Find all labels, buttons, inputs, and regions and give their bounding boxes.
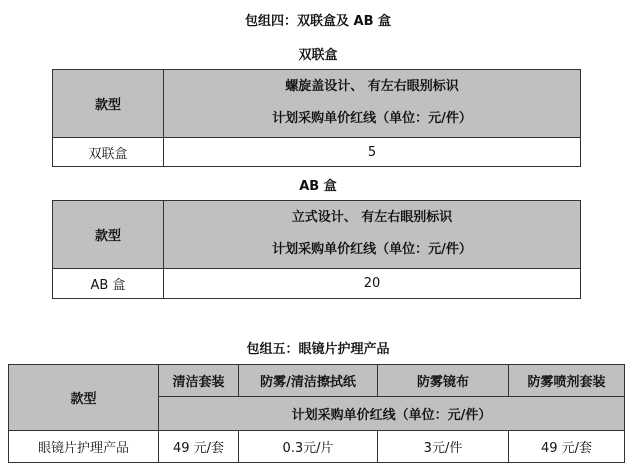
- ab-case-table: [52, 200, 581, 299]
- double-case-table: [52, 69, 581, 167]
- price-wipes: 0.3元/片: [239, 431, 378, 463]
- row-price: 5: [164, 138, 581, 167]
- product-header-cleaning-kit: 清洁套装: [159, 365, 239, 397]
- group5-title: 包组五：眼镜片护理产品: [246, 342, 390, 357]
- model-header: 款型: [53, 201, 164, 269]
- model-header: 款型: [9, 365, 159, 431]
- table2-caption: AB 盒: [299, 179, 337, 194]
- lens-care-table: [8, 364, 625, 463]
- price-spray-kit: 49 元/套: [509, 431, 625, 463]
- spec-price-header: [164, 70, 581, 138]
- design-description: 螺旋盖设计、 有左右眼别标识: [285, 78, 459, 94]
- price-cap-header: 计划采购单价红线（单位：元/件）: [272, 110, 472, 126]
- design-description: 立式设计、 有左右眼别标识: [291, 209, 453, 225]
- product-header-wipes: 防雾/清洁擦拭纸: [239, 365, 378, 397]
- price-cap-header: 计划采购单价红线（单位：元/件）: [272, 241, 472, 257]
- model-header: 款型: [53, 70, 164, 138]
- row-model: 双联盒: [53, 138, 164, 167]
- price-cloth: 3元/件: [378, 431, 509, 463]
- row-model: 眼镜片护理产品: [9, 431, 159, 463]
- spec-price-header: [164, 201, 581, 269]
- price-cap-header: 计划采购单价红线（单位：元/件）: [159, 397, 625, 431]
- product-header-spray-kit: 防雾喷剂套装: [509, 365, 625, 397]
- row-model: AB 盒: [53, 269, 164, 299]
- price-cleaning-kit: 49 元/套: [159, 431, 239, 463]
- table1-caption: 双联盒: [298, 48, 338, 63]
- row-price: 20: [164, 269, 581, 299]
- product-header-cloth: 防雾镜布: [378, 365, 509, 397]
- group4-title: 包组四：双联盒及 AB 盒: [244, 14, 392, 29]
